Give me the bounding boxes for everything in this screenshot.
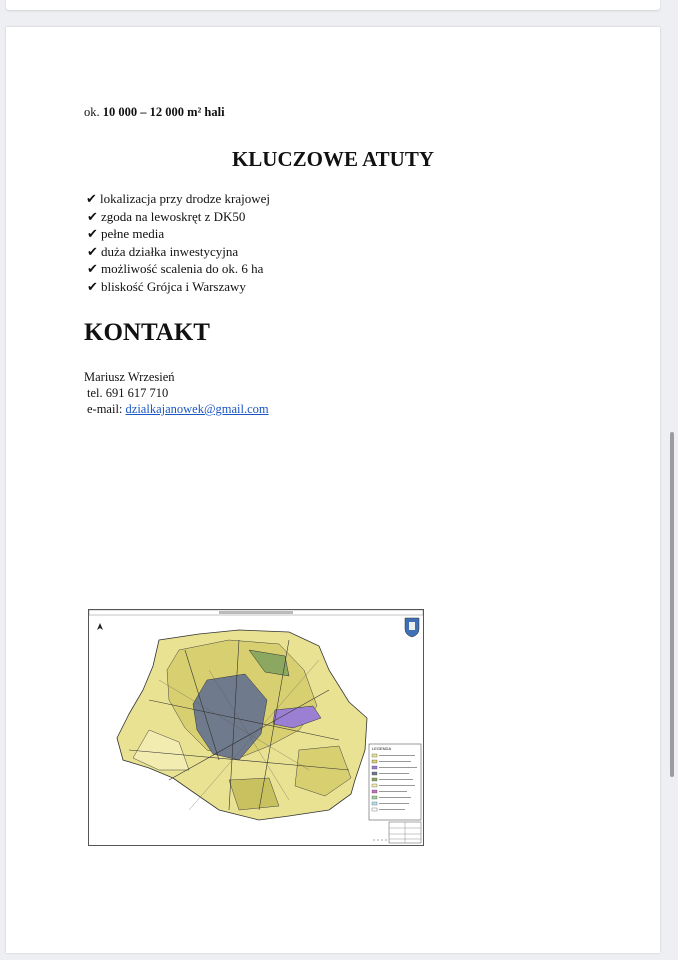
advantage-item	[86, 225, 270, 243]
check-icon: ✔	[86, 191, 97, 206]
advantage-item	[86, 278, 270, 296]
advantage-text: możliwość scalenia do ok. 6 ha	[101, 261, 264, 277]
hall-area-line	[84, 105, 225, 120]
contact-name: Mariusz Wrzesień	[84, 370, 175, 384]
advantage-item	[86, 190, 270, 208]
advantage-item	[86, 243, 270, 261]
check-icon: ✔	[87, 278, 98, 294]
advantage-text: pełne media	[101, 226, 165, 242]
check-icon: ✔	[87, 243, 98, 259]
advantage-text: bliskość Grójca i Warszawy	[101, 278, 246, 294]
map-legend	[369, 744, 421, 820]
north-arrow-icon	[97, 623, 103, 630]
advantage-text: lokalizacja przy drodze krajowej	[100, 191, 270, 206]
map-title-strip	[219, 611, 293, 614]
land-use-area	[117, 630, 367, 820]
advantage-text: zgoda na lewoskręt z DK50	[101, 208, 246, 224]
contact-email-label: e-mail:	[87, 402, 123, 416]
hall-area-value: 10 000 – 12 000 m² hali	[102, 105, 225, 119]
svg-text:LEGENDA: LEGENDA	[372, 746, 392, 751]
check-icon: ✔	[87, 208, 98, 224]
hall-area-prefix: ok.	[84, 105, 100, 119]
advantages-list	[86, 190, 270, 296]
contact-phone: tel. 691 617 710	[87, 386, 169, 400]
check-icon: ✔	[87, 261, 98, 277]
zoning-map-image	[88, 609, 424, 846]
zoning-map-graphic	[89, 610, 423, 845]
advantages-heading: KLUCZOWE ATUTY	[231, 147, 435, 171]
contact-heading: KONTAKT	[84, 319, 210, 346]
advantage-text: duża działka inwestycyjna	[101, 243, 239, 259]
previous-page-edge	[6, 0, 660, 10]
advantage-item	[86, 260, 270, 278]
contact-block	[84, 369, 269, 417]
contact-email-line	[84, 401, 269, 417]
contact-email-link[interactable]: dzialkajanowek@gmail.com	[125, 402, 269, 416]
document-page	[6, 27, 660, 953]
advantage-item	[86, 208, 270, 226]
scrollbar-thumb[interactable]	[670, 432, 674, 777]
check-icon: ✔	[87, 226, 98, 242]
coat-of-arms-icon	[405, 618, 419, 637]
map-title-block	[373, 822, 421, 843]
